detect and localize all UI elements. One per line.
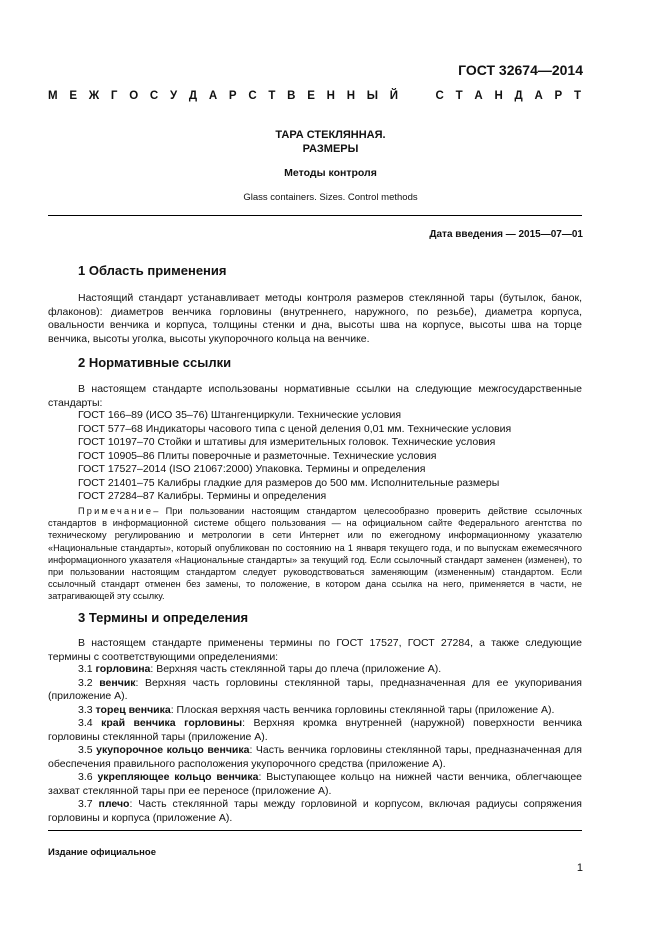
document-title-line2: РАЗМЕРЫ (302, 143, 359, 155)
heading-letter: Т (268, 90, 276, 102)
heading-letter: Ж (88, 90, 100, 102)
document-title-line1: ТАРА СТЕКЛЯННАЯ. (275, 129, 386, 141)
heading-letter: Д (188, 90, 198, 102)
reference-item: ГОСТ 17527–2014 (ISO 21067:2000) Упаковка. Термины и определения (78, 463, 426, 475)
heading-letter: Т (455, 90, 463, 102)
word-gap (410, 90, 424, 102)
section-2-heading: 2 Нормативные ссылки (78, 355, 232, 370)
section-3-intro: В настоящем стандарте применены термины по ГОСТ 17527, ГОСТ 27284, а также следующие термины с соответствующими определениями: (48, 637, 582, 663)
heading-letter: А (534, 90, 543, 102)
heading-letter: Р (554, 90, 563, 102)
heading-letter: Н (494, 90, 503, 102)
heading-letter: С (435, 90, 444, 102)
footer-divider (48, 830, 582, 831)
heading-letter: Г (110, 90, 118, 102)
reference-item: ГОСТ 21401–75 Калибры гладкие для размеров до 500 мм. Исполнительные размеры (78, 476, 500, 489)
note-label: Примечание (78, 506, 154, 516)
heading-letter: Д (514, 90, 523, 102)
section-2-intro: В настоящем стандарте использованы нормативные ссылки на следующие межгосударственные стандарты: (48, 383, 582, 409)
reference-item: ГОСТ 577–68 Индикаторы часового типа с ценой деления 0,01 мм. Технические условия (78, 422, 512, 435)
section-2-note (48, 505, 582, 603)
term-item: 3.6 укрепляющее кольцо венчика: Выступающее кольцо на нижней части венчика, облегчающее захват стеклянной тары при ее переносе (приложение А). (48, 771, 583, 797)
terms-list (48, 663, 582, 825)
reference-item: ГОСТ 10197–70 Стойки и штативы для измерительных головок. Технические условия (78, 436, 496, 448)
heading-letter: У (169, 90, 178, 102)
date-of-introduction: Дата введения — 2015—07—01 (429, 229, 583, 240)
reference-item: ГОСТ 10905–86 Плиты поверочные и разметочные. Технические условия (78, 449, 437, 462)
term-item: 3.2 венчик: Верхняя часть горловины стеклянной тары, предназначенная для ее укупоривания (приложение А). (48, 676, 582, 702)
section-1-text: Настоящий стандарт устанавливает методы контроля размеров стеклянной тары (бутылок, банок, флаконов): диаметров венчика горловины (внутреннего, наружного, по резьбе), диаметра корпуса, овальности венчика и корпуса, толщины стенки и дна, высоты шва на корпусе, высоты шва на торце венчика, высоты уголка, высоты укупорочного кольца на венчике. (48, 292, 582, 345)
gost-number: ГОСТ 32674—2014 (458, 62, 583, 78)
standard-type-heading (48, 90, 581, 102)
heading-letter: С (248, 90, 257, 102)
term-item: 3.4 край венчика горловины: Верхняя кромка внутренней (наружной) поверхности венчика горловины стеклянной тары (приложение А). (48, 717, 583, 743)
heading-letter: Н (326, 90, 335, 102)
section-1-heading: 1 Область применения (78, 263, 227, 278)
heading-letter: В (287, 90, 296, 102)
heading-letter: Ы (366, 90, 379, 102)
heading-letter: Т (573, 90, 581, 102)
term-item: 3.1 горловина: Верхняя часть стеклянной тары до плеча (приложение А). (78, 663, 442, 675)
reference-item: ГОСТ 27284–87 Калибры. Термины и определения (78, 490, 327, 502)
heading-letter: Р (228, 90, 237, 102)
heading-letter: М (48, 90, 58, 102)
normative-references-list (78, 409, 511, 504)
title-divider (48, 215, 582, 216)
term-item: 3.7 плечо: Часть стеклянной тары между горловиной и корпусом, включая радиусы сопряжения горловины и корпуса (приложение А). (48, 798, 582, 824)
heading-letter: А (208, 90, 218, 102)
reference-item: ГОСТ 166–89 (ИСО 35–76) Штангенциркули. Технические условия (78, 409, 402, 421)
page-number: 1 (576, 862, 583, 874)
section-3-heading: 3 Термины и определения (78, 610, 249, 625)
english-title: Glass containers. Sizes. Control methods (243, 192, 418, 203)
heading-letter: Е (307, 90, 315, 102)
term-item: 3.3 торец венчика: Плоская верхняя часть венчика горловины стеклянной тары (приложение А). (78, 703, 555, 716)
heading-letter: Е (69, 90, 78, 102)
document-subtitle: Методы контроля (284, 167, 377, 179)
heading-letter: С (149, 90, 159, 102)
heading-letter: А (474, 90, 483, 102)
term-item: 3.5 укупорочное кольцо венчика: Часть венчика горловины стеклянной тары, предназначенная для обеспечения правильного расположения укупорочного средства (приложение А). (48, 744, 582, 770)
heading-letter: О (129, 90, 139, 102)
official-edition-label: Издание официальное (48, 847, 156, 858)
heading-letter: Й (389, 90, 399, 102)
heading-letter: Н (346, 90, 356, 102)
note-text: – При пользовании настоящим стандартом целесообразно проверить действие ссылочных стандартов в информационной системе общего пользования — на официальном сайте Федерального агентства по техническому регулированию и метрологии в сети Интернет или по ежегодному информационному указателю «Национальные стандарты», который опубликован по состоянию на 1 января текущего года, и по выпускам ежемесячного информационного указателя «Национальные стандарты» за текущий год. Если ссылочный стандарт заменен (изменен), то при пользовании настоящим стандартом следует руководствоваться заменяющим (измененным) стандартом. Если ссылочный стандарт отменен без замены, то положение, в котором дана ссылка на него, применяется в части, не затрагивающей эту ссылку. (48, 506, 582, 602)
